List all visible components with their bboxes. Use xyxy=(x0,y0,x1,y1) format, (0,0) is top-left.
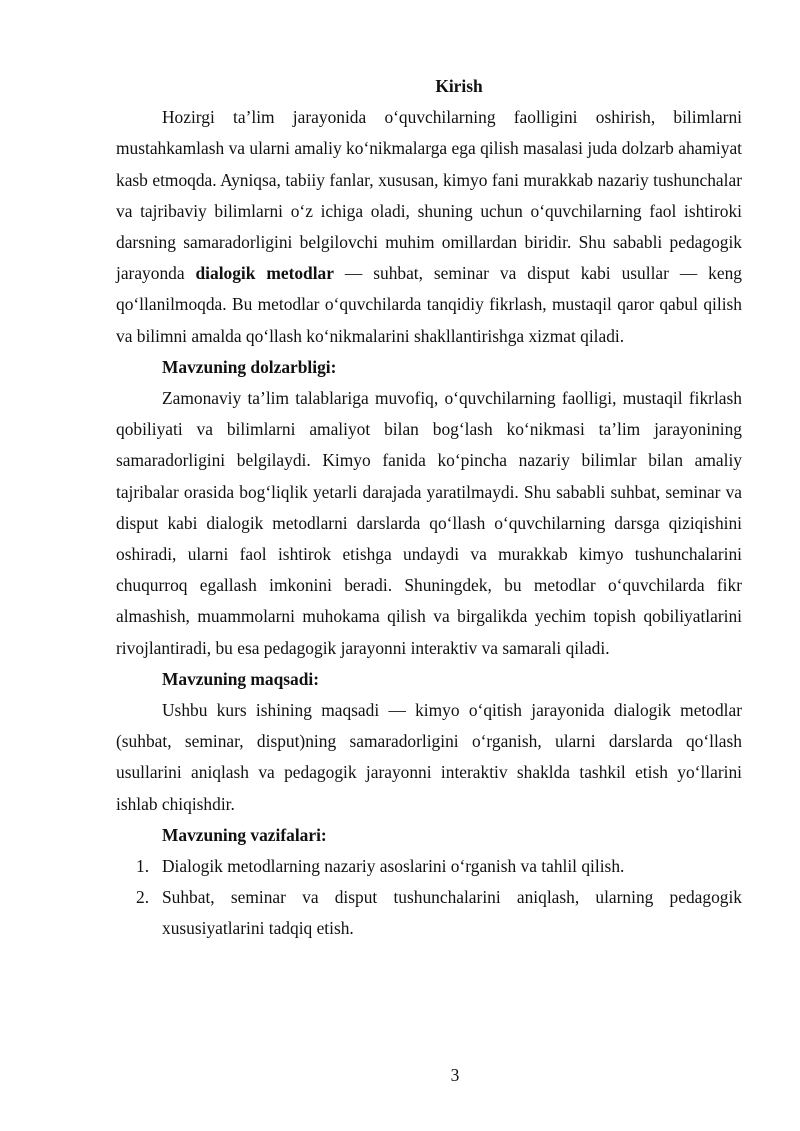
intro-paragraph xyxy=(116,102,742,352)
list-item-text: Suhbat, seminar va disput tushunchalarini aniqlash, ularning pedagogik xususiyatlarini tadqiq etish. xyxy=(162,887,742,939)
goal-paragraph: Ushbu kurs ishining maqsadi — kimyo o‘qitish jarayonida dialogik metodlar (suhbat, seminar, disput)ning samaradorligini o‘rganish, ularni darslarda qo‘llash usullarini aniqlash va pedagogik jarayonni interaktiv shaklda tashkil etish yo‘llarini ishlab chiqishdir. xyxy=(116,700,742,814)
goal-heading: Mavzuning maqsadi: xyxy=(162,668,320,689)
list-item-number: 2. xyxy=(136,887,150,908)
intro-text-start: Hozirgi ta’lim jarayonida o‘quvchilarning faolligini oshirish, bilimlarni mustahkamlash va ularni amaliy ko‘nikmalarga ega qilish masalasi juda dolzarb ahamiyat kasb etmoqda. Ayniqsa, tabiiy fanlar, xususan, kimyo fani murakkab nazariy tushunchalar va tajribaviy bilimlarni o‘z ichiga oladi, shuning uchun o‘quvchilarning faol ishtiroki darsning samaradorligini belgilovchi muhim omillardan biridir. Shu sababli pedagogik jarayonda xyxy=(116,107,742,284)
page-content xyxy=(116,71,742,945)
page-number: 3 xyxy=(450,1065,460,1085)
list-item-text: Dialogik metodlarning nazariy asoslarini o‘rganish va tahlil qilish. xyxy=(162,856,625,877)
relevance-paragraph: Zamonaviy ta’lim talablariga muvofiq, o‘quvchilarning faolligi, mustaqil fikrlash qobiliyati va bilimlarni amaliyot bilan bog‘lash ko‘nikmasi ta’lim jarayonining samaradorligini belgilaydi. Kimyo fanida ko‘pincha nazariy bilimlar bilan amaliy tajribalar orasida bog‘liqlik yetarli darajada yaratilmaydi. Shu sababli suhbat, seminar va disput kabi dialogik metodlarni darslarda qo‘llash o‘quvchilarning darsga qiziqishini oshiradi, ularni faol ishtirok etishga undaydi va murakkab kimyo tushunchalarini chuqurroq egallash imkonini beradi. Shuningdek, bu metodlar o‘quvchilarda fikr almashish, muammolarni muhokama qilish va birgalikda yechim topish qobiliyatlarini rivojlantiradi, bu esa pedagogik jarayonni interaktiv va samarali qiladi. xyxy=(116,388,742,658)
relevance-heading: Mavzuning dolzarbligi: xyxy=(162,356,337,377)
tasks-heading: Mavzuning vazifalari: xyxy=(162,824,327,845)
intro-text-end: — suhbat, seminar va disput kabi usullar — keng qo‘llanilmoqda. Bu metodlar o‘quvchilarda tanqidiy fikrlash, mustaqil qaror qabul qilish va bilimni amalda qo‘llash ko‘nikmalarini shakllantirishga xizmat qiladi. xyxy=(116,263,742,346)
tasks-list xyxy=(116,851,742,945)
section-title: Kirish xyxy=(435,76,483,96)
list-item-number: 1. xyxy=(136,856,150,877)
list-item xyxy=(116,851,742,882)
list-item xyxy=(116,882,742,944)
intro-bold-term: dialogik metodlar xyxy=(195,263,334,284)
